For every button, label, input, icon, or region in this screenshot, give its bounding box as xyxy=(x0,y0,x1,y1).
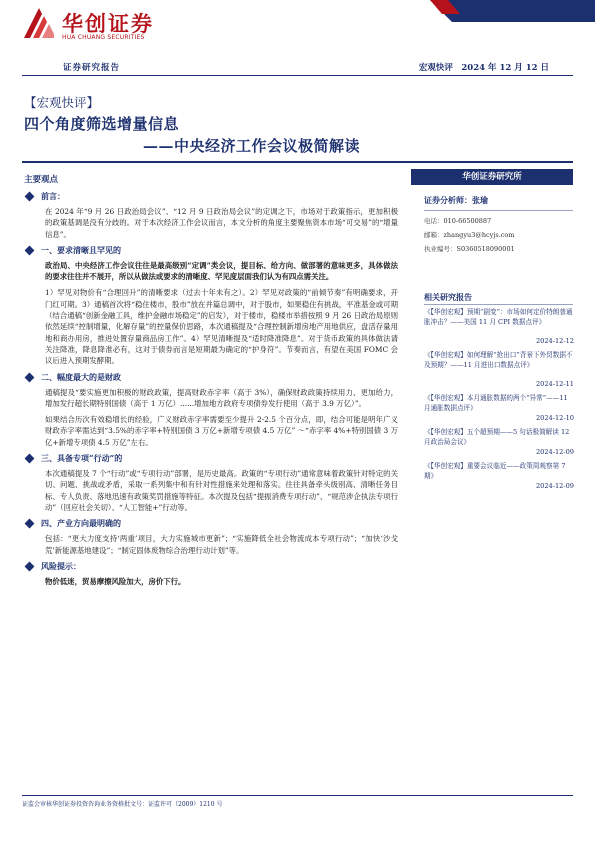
section-header xyxy=(24,561,398,572)
bullet-icon xyxy=(25,192,35,202)
corner-decoration xyxy=(430,0,595,22)
related-report-link[interactable]: 《【华创宏观】如何理解“抢出口”背景下外贸数据不及预期？——11 月进出口数据点评》 xyxy=(424,351,573,369)
report-title: 四个角度筛选增量信息 xyxy=(24,115,180,133)
section-header xyxy=(24,245,398,256)
header-divider xyxy=(22,75,573,76)
main-heading: 主要观点 xyxy=(24,175,59,185)
related-report-link[interactable]: 《【华创宏观】本月通胀数据的两个“异常”——11 月通胀数据点评》 xyxy=(424,394,568,412)
paragraph: 包括：“更大力度支持‘两重’项目，大力实施城市更新”；“实施降低全社会物流成本专项行动”；“加快‘沙戈荒’新能源基地建设”；“制定固体废物综合治理行动计划”等。 xyxy=(45,534,398,555)
paragraph: 1）罕见对物价有“合理回升”的清晰要求（过去十年未有之）。2）罕见对政策的“前倾节奏”有明确要求，开门红可期。3）通稿首次将“稳住楼市，股市”放在并篇总调中，对于股市，如果稳住有挑战，平准基金或可期（结合通稿“创新金融工具，维护金融市场稳定”的启发），对于楼市，稳楼市举措按照 9 月 26 日政治局原则依然延续“控制增量，化解存量”的控量保价思路，本次通稿提及“合理控制新增房地产用地供应，盘活存量用地和商办用房，推进处置存量商品房工作”。4）罕见清晰提及“适时降准降息”。对于货币政策的具体做法请关注降准，降息降准必有，这对于债券而言是短期最为确定的“护身符”。节奏而言，有望在美国 FOMC 会议后进入预期发酵期。 xyxy=(45,288,398,366)
section-header xyxy=(24,372,398,383)
section-title: 风险提示： xyxy=(41,560,81,571)
risk-paragraph: 物价低迷，贸易摩擦风险加大，房价下行。 xyxy=(45,576,186,586)
logo-subtext: HUA CHUANG SECURITIES xyxy=(62,34,145,41)
related-report-link[interactable]: 《【华创宏观】五个超预期——5 句话极简解读 12 月政治局会议》 xyxy=(424,428,570,446)
related-report-date: 2024-12-09 xyxy=(535,448,574,456)
main-content xyxy=(24,173,398,592)
report-date: 宏观快评 2024 年 12 月 12 日 xyxy=(418,63,549,73)
company-logo-icon xyxy=(22,6,56,40)
section-header xyxy=(24,191,398,202)
bullet-icon xyxy=(25,372,35,382)
report-subtitle: ——中央经济工作会议极简解读 xyxy=(143,137,361,155)
report-type: 证券研究报告 xyxy=(63,63,121,73)
section-title: 一、要求清晰且罕见的 xyxy=(41,244,121,255)
title-divider xyxy=(22,161,573,163)
related-report-link[interactable]: 《【华创宏观】重要会议临近——政策周观察第 7 期》 xyxy=(424,462,566,480)
paragraph: 在 2024 年“9 月 26 日政治局会议”、“12 月 9 日政治局会议”的定调之下，市场对于政策指示，更加积极的政策基调是没有分歧的。对于本次经济工作会议而言，本文分析的角度主要聚焦资本市场“可交易”的“增量信息”。 xyxy=(45,207,398,239)
analyst-phone: 电话：010-66500887 xyxy=(424,217,492,225)
analyst-divider xyxy=(424,210,573,211)
bullet-icon xyxy=(25,519,35,529)
related-report-date: 2024-12-11 xyxy=(535,380,574,388)
analyst-name: 证券分析师：张瑜 xyxy=(424,195,488,205)
analyst-license: 执业编号：S0360518090001 xyxy=(424,245,515,253)
logo-text: 华创证券 xyxy=(62,12,154,36)
institute-banner: 华创证券研究所 xyxy=(411,169,573,185)
related-reports-heading: 相关研究报告 xyxy=(424,292,472,302)
related-divider xyxy=(424,304,573,305)
footer-divider xyxy=(22,795,573,796)
section-header xyxy=(24,518,398,529)
related-report-link[interactable]: 《【华创宏观】预期“剧变”：市场如何定价特朗普通胀冲击？——美国 11 月 CPI 数据点评》 xyxy=(424,308,573,326)
paragraph: 通稿提及“要实施更加积极的财政政策，提高财政赤字率（高于 3%），确保财政政策持续用力、更加给力，增加发行超长期特别国债（高于 1 万亿）......增加地方政府专项债券发行使用（高于 3.9 万亿）”。 xyxy=(45,387,398,408)
section-header xyxy=(24,453,398,464)
related-report-date: 2024-12-10 xyxy=(535,414,574,422)
section-title: 三、具备专项“行动”的 xyxy=(41,453,123,464)
analyst-email[interactable]: 邮箱：zhangyu3@hcyjs.com xyxy=(424,231,515,239)
paragraph: 本次通稿提及 7 个“行动”或“专项行动”部署，是历史最高。政策的“专项行动”通常意味着政策针对特定的关切、问题、挑战或矛盾，采取一系列集中和有针对性措施来处理和落实。往往具备牵头级别高、清晰任务目标、专人负责、落地迅速有政策奖罚措施等特征。本次提及包括“提振消费专项行动”、“规范涉企执法专项行动”（回应社会关切）、“人工智能+”行动等。 xyxy=(45,469,398,512)
section-title: 前言： xyxy=(41,191,65,201)
bullet-icon xyxy=(25,245,35,255)
bullet-icon xyxy=(25,454,35,464)
section-title: 四、产业方向最明确的 xyxy=(41,518,121,529)
report-tag: 【宏观快评】 xyxy=(24,95,100,110)
bullet-icon xyxy=(25,561,35,571)
related-report-date: 2024-12-12 xyxy=(535,337,574,345)
footer-license: 证监会审核华创证券投资咨询业务资格批文号：证监许可（2009）1210 号 xyxy=(22,801,223,808)
section-title: 二、幅度最大的是财政 xyxy=(41,371,121,382)
paragraph: 政治局、中央经济工作会议往往是最高级别“定调”类会议，提目标、给方向、做部署的意味更多，具体做法的要求往往并不展开，所以从做法或要求的清晰度、罕见度层面我们认为有四点需关注。 xyxy=(45,260,398,282)
related-report-date: 2024-12-09 xyxy=(535,482,574,490)
paragraph: 如果结合历次有效稳增长的经验，广义财政赤字率需要至少提升 2-2.5 个百分点，即，结合可能是明年广义财政赤字率需达到“3.5%的赤字率+特别国债 3 万亿+新增专项债 4.5 万亿” ～“赤字率 4%+特别国债 3 万亿+新增专项债 4.5 万亿”左右。 xyxy=(45,415,398,447)
